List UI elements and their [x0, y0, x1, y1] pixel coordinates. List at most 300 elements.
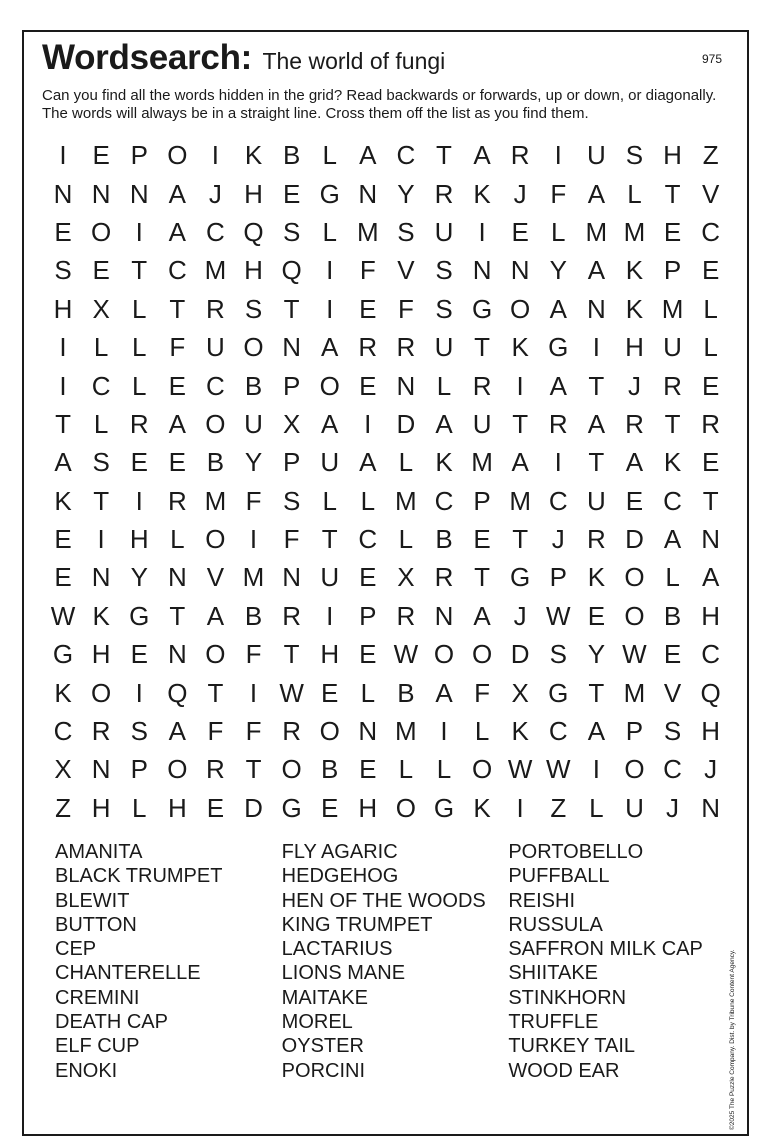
grid-cell[interactable]: F [474, 677, 491, 708]
grid-cell[interactable]: F [359, 255, 376, 286]
grid-cell[interactable]: N [701, 792, 721, 823]
grid-cell[interactable]: C [701, 216, 721, 247]
grid-cell[interactable]: K [511, 716, 529, 747]
grid-cell[interactable]: U [434, 332, 454, 363]
grid-cell[interactable]: E [701, 255, 720, 286]
grid-cell[interactable]: I [249, 524, 258, 555]
grid-cell[interactable]: D [244, 792, 263, 823]
grid-cell[interactable]: F [169, 332, 186, 363]
grid-cell[interactable]: N [91, 562, 111, 593]
grid-cell[interactable]: C [434, 485, 454, 516]
grid-cell[interactable]: P [130, 140, 148, 171]
grid-cell[interactable]: I [59, 332, 67, 363]
word-list-item[interactable]: REISHI [508, 889, 576, 912]
grid-cell[interactable]: I [211, 140, 220, 171]
grid-cell[interactable]: U [663, 332, 682, 363]
grid-cell[interactable]: O [319, 370, 340, 401]
grid-cell[interactable]: A [587, 178, 606, 209]
grid-cell[interactable]: A [168, 408, 186, 439]
grid-cell[interactable]: O [471, 639, 493, 670]
grid-cell[interactable]: H [129, 524, 149, 555]
grid-cell[interactable]: F [245, 639, 262, 670]
grid-cell[interactable]: E [473, 524, 491, 555]
grid-cell[interactable]: I [326, 293, 334, 324]
grid-cell[interactable]: R [206, 754, 225, 785]
grid-cell[interactable]: O [433, 639, 455, 670]
grid-cell[interactable]: Q [281, 255, 302, 286]
grid-cell[interactable]: T [283, 293, 300, 324]
grid-cell[interactable]: M [623, 677, 646, 708]
grid-cell[interactable]: L [665, 562, 680, 593]
grid-cell[interactable]: R [91, 716, 111, 747]
grid-cell[interactable]: F [245, 485, 262, 516]
grid-cell[interactable]: C [167, 255, 187, 286]
grid-cell[interactable]: W [507, 754, 533, 785]
grid-cell[interactable]: S [282, 216, 301, 247]
grid-cell[interactable]: I [135, 216, 143, 247]
grid-cell[interactable]: H [320, 639, 340, 670]
grid-cell[interactable]: M [356, 216, 379, 247]
grid-cell[interactable]: X [92, 293, 110, 324]
word-list-item[interactable]: SAFFRON MILK CAP [508, 938, 703, 961]
grid-cell[interactable]: H [167, 792, 187, 823]
grid-cell[interactable]: U [206, 332, 225, 363]
grid-cell[interactable]: D [396, 408, 416, 439]
word-list-item[interactable]: HEN OF THE WOODS [281, 889, 486, 912]
grid-cell[interactable]: Q [700, 677, 721, 708]
grid-cell[interactable]: N [358, 716, 378, 747]
grid-cell[interactable]: S [92, 447, 110, 478]
grid-cell[interactable]: T [512, 408, 529, 439]
grid-cell[interactable]: B [397, 677, 415, 708]
grid-cell[interactable]: O [624, 562, 645, 593]
grid-cell[interactable]: T [55, 408, 71, 439]
grid-cell[interactable]: H [358, 792, 378, 823]
grid-cell[interactable]: J [513, 178, 527, 209]
grid-cell[interactable]: E [511, 216, 529, 247]
grid-cell[interactable]: N [167, 562, 187, 593]
grid-cell[interactable]: N [282, 562, 301, 593]
grid-cell[interactable]: A [206, 600, 225, 631]
grid-cell[interactable]: N [472, 255, 492, 286]
grid-cell[interactable]: I [97, 524, 105, 555]
word-list-item[interactable]: PORCINI [281, 1059, 366, 1082]
word-list-item[interactable]: HEDGEHOG [281, 865, 399, 888]
grid-cell[interactable]: H [91, 792, 111, 823]
letter-grid[interactable] [44, 136, 730, 828]
grid-cell[interactable]: T [588, 677, 605, 708]
grid-cell[interactable]: X [54, 754, 72, 785]
grid-cell[interactable]: H [244, 178, 263, 209]
grid-cell[interactable]: C [206, 216, 225, 247]
grid-cell[interactable]: L [398, 754, 414, 785]
word-list-item[interactable]: TURKEY TAIL [508, 1035, 636, 1058]
grid-cell[interactable]: Y [587, 639, 606, 670]
grid-cell[interactable]: C [206, 370, 225, 401]
grid-cell[interactable]: G [471, 293, 493, 324]
grid-cell[interactable]: L [703, 332, 718, 363]
grid-cell[interactable]: H [625, 332, 644, 363]
grid-cell[interactable]: G [548, 677, 569, 708]
grid-cell[interactable]: A [625, 447, 644, 478]
grid-cell[interactable]: S [625, 140, 644, 171]
grid-cell[interactable]: X [397, 562, 415, 593]
grid-cell[interactable]: T [93, 485, 110, 516]
grid-cell[interactable]: B [244, 600, 263, 631]
grid-cell[interactable]: Q [167, 677, 188, 708]
grid-cell[interactable]: N [53, 178, 73, 209]
grid-cell[interactable]: I [59, 140, 67, 171]
grid-cell[interactable]: J [208, 178, 222, 209]
grid-cell[interactable]: P [282, 447, 301, 478]
grid-cell[interactable]: A [473, 140, 491, 171]
grid-cell[interactable]: M [395, 485, 417, 516]
grid-cell[interactable]: S [435, 293, 453, 324]
grid-cell[interactable]: U [320, 447, 340, 478]
grid-cell[interactable]: W [50, 600, 76, 631]
grid-cell[interactable]: N [434, 600, 454, 631]
grid-cell[interactable]: E [663, 639, 682, 670]
grid-cell[interactable]: C [358, 524, 378, 555]
grid-cell[interactable]: A [511, 447, 529, 478]
grid-cell[interactable]: A [587, 408, 606, 439]
grid-cell[interactable]: H [91, 639, 111, 670]
grid-cell[interactable]: L [436, 754, 452, 785]
grid-cell[interactable]: L [132, 792, 147, 823]
grid-cell[interactable]: L [627, 178, 642, 209]
grid-cell[interactable]: N [91, 178, 111, 209]
grid-cell[interactable]: C [663, 754, 682, 785]
grid-cell[interactable]: E [359, 754, 377, 785]
grid-cell[interactable]: S [397, 216, 415, 247]
grid-cell[interactable]: K [92, 600, 110, 631]
grid-cell[interactable]: M [204, 485, 227, 516]
grid-cell[interactable]: H [701, 600, 721, 631]
grid-cell[interactable]: N [167, 639, 187, 670]
grid-cell[interactable]: U [586, 485, 606, 516]
word-list-item[interactable]: TRUFFLE [508, 1011, 599, 1034]
grid-cell[interactable]: C [396, 140, 416, 171]
grid-cell[interactable]: B [206, 447, 225, 478]
grid-cell[interactable]: E [168, 370, 186, 401]
grid-cell[interactable]: O [91, 677, 112, 708]
grid-cell[interactable]: N [358, 178, 378, 209]
grid-cell[interactable]: O [510, 293, 531, 324]
word-list-item[interactable]: STINKHORN [508, 986, 627, 1009]
grid-cell[interactable]: P [359, 600, 377, 631]
word-list-item[interactable]: BLACK TRUMPET [55, 865, 223, 888]
grid-cell[interactable]: O [624, 600, 645, 631]
grid-cell[interactable]: D [510, 639, 530, 670]
grid-cell[interactable]: H [244, 255, 263, 286]
grid-cell[interactable]: K [435, 447, 453, 478]
grid-cell[interactable]: K [473, 792, 491, 823]
grid-cell[interactable]: L [93, 332, 109, 363]
grid-cell[interactable]: C [53, 716, 73, 747]
grid-cell[interactable]: L [132, 370, 147, 401]
grid-cell[interactable]: O [167, 140, 188, 171]
grid-cell[interactable]: O [624, 754, 645, 785]
grid-cell[interactable]: E [282, 178, 301, 209]
grid-cell[interactable]: L [436, 370, 452, 401]
word-list-item[interactable]: MAITAKE [281, 986, 368, 1009]
grid-cell[interactable]: X [511, 677, 529, 708]
grid-cell[interactable]: K [473, 178, 491, 209]
grid-cell[interactable]: R [548, 408, 568, 439]
grid-cell[interactable]: P [130, 754, 148, 785]
grid-cell[interactable]: A [549, 293, 567, 324]
grid-cell[interactable]: U [244, 408, 263, 439]
grid-cell[interactable]: I [516, 792, 524, 823]
grid-cell[interactable]: U [625, 792, 644, 823]
grid-cell[interactable]: E [206, 792, 225, 823]
grid-cell[interactable]: T [436, 140, 452, 171]
grid-cell[interactable]: I [59, 370, 67, 401]
grid-cell[interactable]: J [704, 754, 718, 785]
grid-cell[interactable]: C [701, 639, 721, 670]
grid-cell[interactable]: L [398, 447, 414, 478]
grid-cell[interactable]: O [205, 524, 226, 555]
grid-cell[interactable]: R [472, 370, 492, 401]
grid-cell[interactable]: T [588, 370, 605, 401]
grid-cell[interactable]: G [52, 639, 74, 670]
grid-cell[interactable]: Z [550, 792, 567, 823]
grid-cell[interactable]: V [663, 677, 682, 708]
grid-cell[interactable]: R [358, 332, 378, 363]
grid-cell[interactable]: J [666, 792, 680, 823]
grid-cell[interactable]: H [701, 716, 721, 747]
grid-cell[interactable]: F [283, 524, 300, 555]
grid-cell[interactable]: I [249, 677, 258, 708]
grid-cell[interactable]: X [282, 408, 301, 439]
grid-cell[interactable]: A [54, 447, 72, 478]
grid-cell[interactable]: O [319, 716, 340, 747]
word-list-item[interactable]: LIONS MANE [281, 962, 406, 985]
grid-cell[interactable]: Y [397, 178, 415, 209]
grid-cell[interactable]: R [434, 562, 454, 593]
grid-cell[interactable]: I [554, 447, 562, 478]
grid-cell[interactable]: F [397, 293, 414, 324]
grid-cell[interactable]: Y [549, 255, 567, 286]
grid-cell[interactable]: O [205, 639, 226, 670]
grid-cell[interactable]: E [701, 447, 720, 478]
grid-cell[interactable]: A [321, 332, 339, 363]
grid-cell[interactable]: M [204, 255, 227, 286]
word-list-item[interactable]: ELF CUP [55, 1035, 140, 1058]
grid-cell[interactable]: N [396, 370, 416, 401]
grid-cell[interactable]: R [206, 293, 225, 324]
grid-cell[interactable]: W [393, 639, 419, 670]
grid-cell[interactable]: O [471, 754, 493, 785]
grid-cell[interactable]: C [663, 485, 682, 516]
grid-cell[interactable]: R [586, 524, 606, 555]
grid-cell[interactable]: E [168, 447, 186, 478]
grid-cell[interactable]: L [703, 293, 718, 324]
grid-cell[interactable]: E [359, 370, 377, 401]
word-list-item[interactable]: BLEWIT [55, 889, 130, 912]
grid-cell[interactable]: W [545, 754, 571, 785]
grid-cell[interactable]: R [396, 600, 416, 631]
grid-cell[interactable]: G [548, 332, 569, 363]
grid-cell[interactable]: E [359, 562, 377, 593]
grid-cell[interactable]: L [93, 408, 109, 439]
grid-cell[interactable]: R [434, 178, 454, 209]
grid-cell[interactable]: T [283, 639, 300, 670]
grid-cell[interactable]: E [359, 293, 377, 324]
grid-cell[interactable]: O [205, 408, 226, 439]
word-list-item[interactable]: FLY AGARIC [281, 841, 398, 863]
grid-cell[interactable]: A [359, 140, 377, 171]
grid-cell[interactable]: V [397, 255, 415, 286]
word-list-item[interactable]: SHIITAKE [508, 962, 598, 985]
grid-cell[interactable]: T [207, 677, 224, 708]
grid-cell[interactable]: E [92, 255, 110, 286]
grid-cell[interactable]: I [592, 332, 600, 363]
grid-cell[interactable]: I [135, 677, 143, 708]
grid-cell[interactable]: L [322, 485, 337, 516]
grid-cell[interactable]: B [435, 524, 453, 555]
grid-cell[interactable]: W [545, 600, 571, 631]
grid-cell[interactable]: M [471, 447, 493, 478]
grid-cell[interactable]: A [168, 716, 186, 747]
word-list-item[interactable]: OYSTER [281, 1035, 364, 1058]
grid-cell[interactable]: P [663, 255, 682, 286]
word-list-item[interactable]: DEATH CAP [55, 1011, 168, 1034]
grid-cell[interactable]: A [435, 677, 453, 708]
grid-cell[interactable]: U [472, 408, 492, 439]
grid-cell[interactable]: Q [243, 216, 264, 247]
grid-cell[interactable]: G [281, 792, 302, 823]
grid-cell[interactable]: E [587, 600, 606, 631]
grid-cell[interactable]: J [513, 600, 527, 631]
grid-cell[interactable]: R [129, 408, 149, 439]
grid-cell[interactable]: L [360, 677, 376, 708]
grid-cell[interactable]: L [322, 216, 337, 247]
word-list-item[interactable]: PUFFBALL [508, 865, 610, 888]
grid-cell[interactable]: M [509, 485, 531, 516]
grid-cell[interactable]: Y [244, 447, 263, 478]
grid-cell[interactable]: Z [55, 792, 71, 823]
grid-cell[interactable]: N [282, 332, 301, 363]
grid-cell[interactable]: L [132, 293, 147, 324]
grid-cell[interactable]: S [663, 716, 682, 747]
grid-cell[interactable]: S [130, 716, 148, 747]
word-list-item[interactable]: RUSSULA [508, 913, 603, 936]
grid-cell[interactable]: L [170, 524, 185, 555]
grid-cell[interactable]: K [244, 140, 263, 171]
grid-cell[interactable]: I [516, 370, 524, 401]
grid-cell[interactable]: G [319, 178, 340, 209]
grid-cell[interactable]: C [548, 716, 568, 747]
grid-cell[interactable]: O [281, 754, 302, 785]
grid-cell[interactable]: T [512, 524, 529, 555]
grid-cell[interactable]: F [550, 178, 567, 209]
grid-cell[interactable]: L [360, 485, 376, 516]
grid-cell[interactable]: R [625, 408, 644, 439]
grid-cell[interactable]: O [395, 792, 416, 823]
grid-cell[interactable]: Z [702, 140, 719, 171]
grid-cell[interactable]: F [245, 716, 262, 747]
grid-cell[interactable]: I [592, 754, 600, 785]
grid-cell[interactable]: T [131, 255, 148, 286]
grid-cell[interactable]: M [242, 562, 265, 593]
word-list-item[interactable]: MOREL [281, 1011, 353, 1034]
grid-cell[interactable]: J [627, 370, 641, 401]
grid-cell[interactable]: E [321, 792, 339, 823]
grid-cell[interactable]: H [663, 140, 682, 171]
grid-cell[interactable]: I [326, 600, 334, 631]
grid-cell[interactable]: T [321, 524, 338, 555]
grid-cell[interactable]: D [625, 524, 644, 555]
grid-cell[interactable]: S [54, 255, 72, 286]
grid-cell[interactable]: T [169, 600, 186, 631]
grid-cell[interactable]: B [244, 370, 263, 401]
grid-cell[interactable]: I [326, 255, 334, 286]
grid-cell[interactable]: B [321, 754, 339, 785]
word-list-item[interactable]: CEP [55, 938, 97, 961]
grid-cell[interactable]: E [130, 639, 148, 670]
word-list-item[interactable]: CREMINI [55, 986, 140, 1009]
grid-cell[interactable]: N [586, 293, 606, 324]
grid-cell[interactable]: U [320, 562, 340, 593]
grid-cell[interactable]: V [701, 178, 720, 209]
grid-cell[interactable]: A [587, 716, 606, 747]
grid-cell[interactable]: N [129, 178, 149, 209]
grid-cell[interactable]: R [510, 140, 530, 171]
grid-cell[interactable]: A [359, 447, 377, 478]
grid-cell[interactable]: S [435, 255, 453, 286]
grid-cell[interactable]: K [54, 485, 72, 516]
grid-cell[interactable]: M [585, 216, 608, 247]
grid-cell[interactable]: L [132, 332, 147, 363]
grid-cell[interactable]: C [91, 370, 111, 401]
grid-cell[interactable]: Y [130, 562, 148, 593]
grid-cell[interactable]: G [510, 562, 531, 593]
grid-cell[interactable]: P [282, 370, 301, 401]
grid-cell[interactable]: L [322, 140, 337, 171]
grid-cell[interactable]: K [54, 677, 72, 708]
grid-cell[interactable]: I [554, 140, 562, 171]
grid-cell[interactable]: E [54, 562, 72, 593]
grid-cell[interactable]: N [510, 255, 530, 286]
grid-cell[interactable]: S [549, 639, 567, 670]
grid-cell[interactable]: R [282, 716, 301, 747]
grid-cell[interactable]: M [623, 216, 646, 247]
grid-cell[interactable]: B [282, 140, 301, 171]
grid-cell[interactable]: A [587, 255, 606, 286]
grid-cell[interactable]: M [661, 293, 684, 324]
word-list-item[interactable]: BUTTON [55, 913, 137, 936]
grid-cell[interactable]: W [622, 639, 647, 670]
word-list-item[interactable]: ENOKI [55, 1059, 118, 1082]
grid-cell[interactable]: T [169, 293, 186, 324]
grid-cell[interactable]: B [663, 600, 682, 631]
grid-cell[interactable]: O [167, 754, 188, 785]
grid-cell[interactable]: E [663, 216, 682, 247]
grid-cell[interactable]: K [625, 255, 644, 286]
grid-cell[interactable]: T [664, 408, 681, 439]
grid-cell[interactable]: A [473, 600, 491, 631]
grid-cell[interactable]: V [206, 562, 225, 593]
grid-cell[interactable]: K [663, 447, 682, 478]
grid-cell[interactable]: W [279, 677, 304, 708]
grid-cell[interactable]: G [129, 600, 150, 631]
grid-cell[interactable]: A [168, 216, 186, 247]
grid-cell[interactable]: R [701, 408, 721, 439]
grid-cell[interactable]: L [551, 216, 566, 247]
grid-cell[interactable]: K [511, 332, 529, 363]
grid-cell[interactable]: R [396, 332, 416, 363]
